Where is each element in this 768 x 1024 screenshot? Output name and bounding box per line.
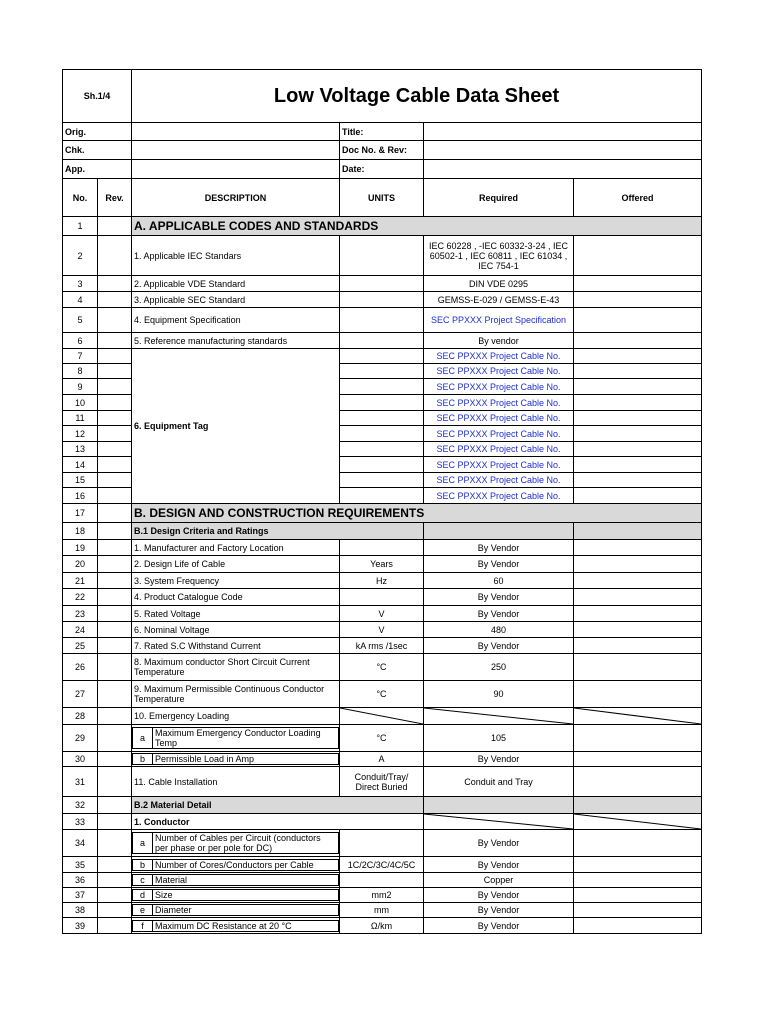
offered-cell[interactable]: [574, 654, 702, 681]
rev-cell: [98, 708, 132, 725]
row-number: 5: [63, 308, 98, 333]
rev-cell: [98, 638, 132, 654]
offered-cell[interactable]: [574, 556, 702, 573]
rev-cell: [98, 873, 132, 888]
row-number: 4: [63, 292, 98, 308]
required-cell: GEMSS-E-029 / GEMSS-E-43: [424, 292, 574, 308]
row-number: 15: [63, 473, 98, 488]
required-cell: By Vendor: [424, 752, 574, 767]
row-number: 16: [63, 488, 98, 504]
row-number: 28: [63, 708, 98, 725]
sub-item-cell: [132, 918, 340, 934]
diagonal-strike-cell: [340, 708, 424, 725]
offered-cell[interactable]: [574, 379, 702, 395]
offered-cell[interactable]: [574, 638, 702, 654]
rev-cell: [98, 573, 132, 589]
col-header-description: DESCRIPTION: [132, 179, 340, 217]
rev-cell: [98, 217, 132, 236]
rev-cell: [98, 589, 132, 606]
row-number: 20: [63, 556, 98, 573]
row-number: 19: [63, 540, 98, 556]
description-cell: 10. Emergency Loading: [132, 708, 340, 725]
rev-cell: [98, 276, 132, 292]
rev-cell: [98, 814, 132, 830]
description-cell: 1. Manufacturer and Factory Location: [132, 540, 340, 556]
offered-cell[interactable]: [574, 442, 702, 457]
units-cell: mm2: [340, 888, 424, 903]
offered-cell[interactable]: [574, 488, 702, 504]
sub-item-cell: [132, 725, 340, 752]
rev-cell: [98, 752, 132, 767]
sheet-number: Sh.1/4: [63, 70, 132, 123]
units-cell: [340, 333, 424, 349]
row-number: 23: [63, 606, 98, 622]
units-cell: V: [340, 622, 424, 638]
offered-cell[interactable]: [574, 752, 702, 767]
offered-cell[interactable]: [574, 589, 702, 606]
description-cell: 8. Maximum conductor Short Circuit Current Temperature: [132, 654, 340, 681]
sub-item-letter: c: [133, 875, 153, 886]
units-cell: [340, 349, 424, 364]
rev-cell: [98, 767, 132, 797]
offered-cell[interactable]: [574, 573, 702, 589]
diagonal-line: [424, 814, 573, 829]
description-cell: Number of Cores/Conductors per Cable: [153, 859, 339, 870]
rev-cell: [98, 681, 132, 708]
rev-cell: [98, 488, 132, 504]
chk-value[interactable]: [132, 141, 340, 160]
required-cell: 480: [424, 622, 574, 638]
rev-cell: [98, 830, 132, 857]
offered-cell[interactable]: [574, 725, 702, 752]
offered-cell: [574, 797, 702, 814]
units-cell: [340, 395, 424, 411]
required-cell: Conduit and Tray: [424, 767, 574, 797]
description-cell: 5. Reference manufacturing standards: [132, 333, 340, 349]
required-cell: SEC PPXXX Project Cable No.: [424, 442, 574, 457]
offered-cell[interactable]: [574, 830, 702, 857]
title-value[interactable]: [424, 123, 702, 141]
row-number: 33: [63, 814, 98, 830]
sub-item-cell: [132, 903, 340, 918]
row-number: 22: [63, 589, 98, 606]
offered-cell[interactable]: [574, 888, 702, 903]
col-header-required: Required: [424, 179, 574, 217]
col-header-rev: Rev.: [98, 179, 132, 217]
required-cell: By Vendor: [424, 589, 574, 606]
sub-item-letter: b: [133, 859, 153, 870]
orig-value[interactable]: [132, 123, 340, 141]
description-cell: 3. Applicable SEC Standard: [132, 292, 340, 308]
description-cell: 3. System Frequency: [132, 573, 340, 589]
equipment-tag-label: 6. Equipment Tag: [132, 349, 340, 504]
description-cell: Maximum DC Resistance at 20 °C: [153, 920, 339, 931]
units-cell: [340, 426, 424, 442]
rev-cell: [98, 918, 132, 934]
rev-cell: [98, 426, 132, 442]
units-cell: Hz: [340, 573, 424, 589]
units-cell: °C: [340, 681, 424, 708]
required-cell: SEC PPXXX Project Cable No.: [424, 379, 574, 395]
rev-cell: [98, 333, 132, 349]
row-number: 21: [63, 573, 98, 589]
rev-cell: [98, 411, 132, 426]
diagonal-strike-cell: [424, 814, 574, 830]
description-cell: Number of Cables per Circuit (conductors per phase or per pole for DC): [153, 833, 339, 854]
row-number: 29: [63, 725, 98, 752]
row-number: 24: [63, 622, 98, 638]
required-cell: By Vendor: [424, 857, 574, 873]
group-heading: 1. Conductor: [132, 814, 424, 830]
offered-cell[interactable]: [574, 918, 702, 934]
units-cell: [340, 236, 424, 276]
units-cell: mm: [340, 903, 424, 918]
required-cell: IEC 60228 , -IEC 60332-3-24 , IEC 60502-1 , IEC 60811 , IEC 61034 , IEC 754-1: [424, 236, 574, 276]
description-cell: Permissible Load in Amp: [153, 754, 339, 765]
offered-cell: [574, 523, 702, 540]
description-cell: 5. Rated Voltage: [132, 606, 340, 622]
offered-cell[interactable]: [574, 903, 702, 918]
units-cell: Ω/km: [340, 918, 424, 934]
required-cell: 105: [424, 725, 574, 752]
row-number: 27: [63, 681, 98, 708]
units-cell: [340, 308, 424, 333]
required-cell: SEC PPXXX Project Cable No.: [424, 411, 574, 426]
required-cell: DIN VDE 0295: [424, 276, 574, 292]
rev-cell: [98, 349, 132, 364]
row-number: 30: [63, 752, 98, 767]
description-cell: Diameter: [153, 905, 339, 916]
col-header-units: UNITS: [340, 179, 424, 217]
row-number: 7: [63, 349, 98, 364]
offered-cell[interactable]: [574, 681, 702, 708]
description-cell: 7. Rated S.C Withstand Current: [132, 638, 340, 654]
units-cell: [340, 830, 424, 857]
diagonal-line: [340, 708, 423, 724]
chk-label: Chk.: [63, 141, 132, 160]
required-cell: SEC PPXXX Project Cable No.: [424, 488, 574, 504]
section-heading: A. APPLICABLE CODES AND STANDARDS: [132, 217, 702, 236]
data-sheet-table: [62, 69, 702, 934]
offered-cell[interactable]: [574, 622, 702, 638]
required-cell: By Vendor: [424, 540, 574, 556]
offered-cell[interactable]: [574, 308, 702, 333]
rev-cell: [98, 442, 132, 457]
rev-cell: [98, 622, 132, 638]
row-number: 26: [63, 654, 98, 681]
row-number: 38: [63, 903, 98, 918]
units-cell: [340, 292, 424, 308]
rev-cell: [98, 606, 132, 622]
row-number: 31: [63, 767, 98, 797]
row-number: 37: [63, 888, 98, 903]
sub-item-letter: e: [133, 905, 153, 916]
row-number: 17: [63, 504, 98, 523]
required-cell: SEC PPXXX Project Cable No.: [424, 395, 574, 411]
units-cell: [340, 276, 424, 292]
section-heading: B. DESIGN AND CONSTRUCTION REQUIREMENTS: [132, 504, 702, 523]
row-number: 39: [63, 918, 98, 934]
units-cell: A: [340, 752, 424, 767]
diagonal-strike-cell: [424, 708, 574, 725]
col-header-no: No.: [63, 179, 98, 217]
diagonal-strike-cell: [574, 814, 702, 830]
units-cell: [340, 379, 424, 395]
app-value[interactable]: [132, 160, 340, 179]
required-cell: By vendor: [424, 333, 574, 349]
row-number: 14: [63, 457, 98, 473]
required-cell: 250: [424, 654, 574, 681]
required-cell: SEC PPXXX Project Specification: [424, 308, 574, 333]
row-number: 10: [63, 395, 98, 411]
rev-cell: [98, 292, 132, 308]
required-cell: By Vendor: [424, 606, 574, 622]
row-number: 32: [63, 797, 98, 814]
subsection-heading: B.2 Material Detail: [132, 797, 424, 814]
description-cell: Maximum Emergency Conductor Loading Temp: [153, 728, 339, 749]
subsection-heading: B.1 Design Criteria and Ratings: [132, 523, 424, 540]
rev-cell: [98, 797, 132, 814]
offered-cell[interactable]: [574, 292, 702, 308]
row-number: 13: [63, 442, 98, 457]
units-cell: [340, 364, 424, 379]
diagonal-line: [574, 814, 701, 829]
required-cell: By Vendor: [424, 638, 574, 654]
description-cell: 11. Cable Installation: [132, 767, 340, 797]
sub-item-letter: a: [133, 833, 153, 854]
offered-cell[interactable]: [574, 606, 702, 622]
date-label: Date:: [340, 160, 424, 179]
row-number: 12: [63, 426, 98, 442]
sub-item-cell: [132, 873, 340, 888]
units-cell: [340, 488, 424, 504]
offered-cell[interactable]: [574, 236, 702, 276]
doc-label: Doc No. & Rev:: [340, 141, 424, 160]
units-cell: [340, 442, 424, 457]
rev-cell: [98, 540, 132, 556]
offered-cell[interactable]: [574, 276, 702, 292]
app-label: App.: [63, 160, 132, 179]
required-cell: SEC PPXXX Project Cable No.: [424, 426, 574, 442]
required-cell: By Vendor: [424, 918, 574, 934]
sub-item-cell: [132, 857, 340, 873]
offered-cell[interactable]: [574, 540, 702, 556]
units-cell: [340, 540, 424, 556]
units-cell: Years: [340, 556, 424, 573]
description-cell: Material: [153, 875, 339, 886]
offered-cell[interactable]: [574, 426, 702, 442]
offered-cell[interactable]: [574, 395, 702, 411]
required-cell: SEC PPXXX Project Cable No.: [424, 364, 574, 379]
units-cell: V: [340, 606, 424, 622]
required-cell: Copper: [424, 873, 574, 888]
offered-cell[interactable]: [574, 411, 702, 426]
row-number: 34: [63, 830, 98, 857]
page-title: Low Voltage Cable Data Sheet: [132, 70, 702, 123]
sub-item-cell: [132, 888, 340, 903]
rev-cell: [98, 654, 132, 681]
required-cell: SEC PPXXX Project Cable No.: [424, 473, 574, 488]
offered-cell[interactable]: [574, 333, 702, 349]
sub-item-cell: [132, 752, 340, 767]
required-cell: By Vendor: [424, 830, 574, 857]
required-cell: By Vendor: [424, 903, 574, 918]
description-cell: 4. Equipment Specification: [132, 308, 340, 333]
orig-label: Orig.: [63, 123, 132, 141]
units-cell: [340, 589, 424, 606]
rev-cell: [98, 364, 132, 379]
units-cell: Conduit/Tray/ Direct Buried: [340, 767, 424, 797]
units-cell: [340, 411, 424, 426]
row-number: 36: [63, 873, 98, 888]
required-cell: [424, 523, 574, 540]
required-cell: By Vendor: [424, 888, 574, 903]
description-cell: 2. Applicable VDE Standard: [132, 276, 340, 292]
rev-cell: [98, 556, 132, 573]
description-cell: 9. Maximum Permissible Continuous Conductor Temperature: [132, 681, 340, 708]
offered-cell[interactable]: [574, 873, 702, 888]
row-number: 3: [63, 276, 98, 292]
rev-cell: [98, 903, 132, 918]
units-cell: [340, 473, 424, 488]
row-number: 18: [63, 523, 98, 540]
row-number: 9: [63, 379, 98, 395]
description-cell: 1. Applicable IEC Standars: [132, 236, 340, 276]
required-cell: SEC PPXXX Project Cable No.: [424, 457, 574, 473]
rev-cell: [98, 857, 132, 873]
diagonal-strike-cell: [574, 708, 702, 725]
diagonal-line: [574, 708, 701, 724]
rev-cell: [98, 725, 132, 752]
sub-item-letter: a: [133, 728, 153, 749]
offered-cell[interactable]: [574, 767, 702, 797]
rev-cell: [98, 473, 132, 488]
rev-cell: [98, 308, 132, 333]
units-cell: °C: [340, 654, 424, 681]
row-number: 8: [63, 364, 98, 379]
sub-item-letter: d: [133, 890, 153, 901]
date-value[interactable]: [424, 160, 702, 179]
required-cell: [424, 797, 574, 814]
required-cell: By Vendor: [424, 556, 574, 573]
rev-cell: [98, 523, 132, 540]
units-cell: [340, 873, 424, 888]
row-number: 11: [63, 411, 98, 426]
title-label: Title:: [340, 123, 424, 141]
units-cell: [340, 457, 424, 473]
offered-cell[interactable]: [574, 457, 702, 473]
row-number: 2: [63, 236, 98, 276]
units-cell: °C: [340, 725, 424, 752]
rev-cell: [98, 504, 132, 523]
row-number: 35: [63, 857, 98, 873]
sub-item-cell: [132, 830, 340, 857]
sub-item-letter: b: [133, 754, 153, 765]
row-number: 25: [63, 638, 98, 654]
diagonal-line: [424, 708, 573, 724]
description-cell: 6. Nominal Voltage: [132, 622, 340, 638]
description-cell: 2. Design Life of Cable: [132, 556, 340, 573]
rev-cell: [98, 395, 132, 411]
rev-cell: [98, 888, 132, 903]
rev-cell: [98, 457, 132, 473]
required-cell: 60: [424, 573, 574, 589]
offered-cell[interactable]: [574, 364, 702, 379]
doc-value[interactable]: [424, 141, 702, 160]
row-number: 6: [63, 333, 98, 349]
rev-cell: [98, 379, 132, 395]
required-cell: SEC PPXXX Project Cable No.: [424, 349, 574, 364]
offered-cell[interactable]: [574, 857, 702, 873]
rev-cell: [98, 236, 132, 276]
description-cell: Size: [153, 890, 339, 901]
units-cell: 1C/2C/3C/4C/5C: [340, 857, 424, 873]
units-cell: kA rms /1sec: [340, 638, 424, 654]
description-cell: 4. Product Catalogue Code: [132, 589, 340, 606]
col-header-offered: Offered: [574, 179, 702, 217]
sub-item-letter: f: [133, 920, 153, 931]
offered-cell[interactable]: [574, 349, 702, 364]
required-cell: 90: [424, 681, 574, 708]
row-number: 1: [63, 217, 98, 236]
offered-cell[interactable]: [574, 473, 702, 488]
